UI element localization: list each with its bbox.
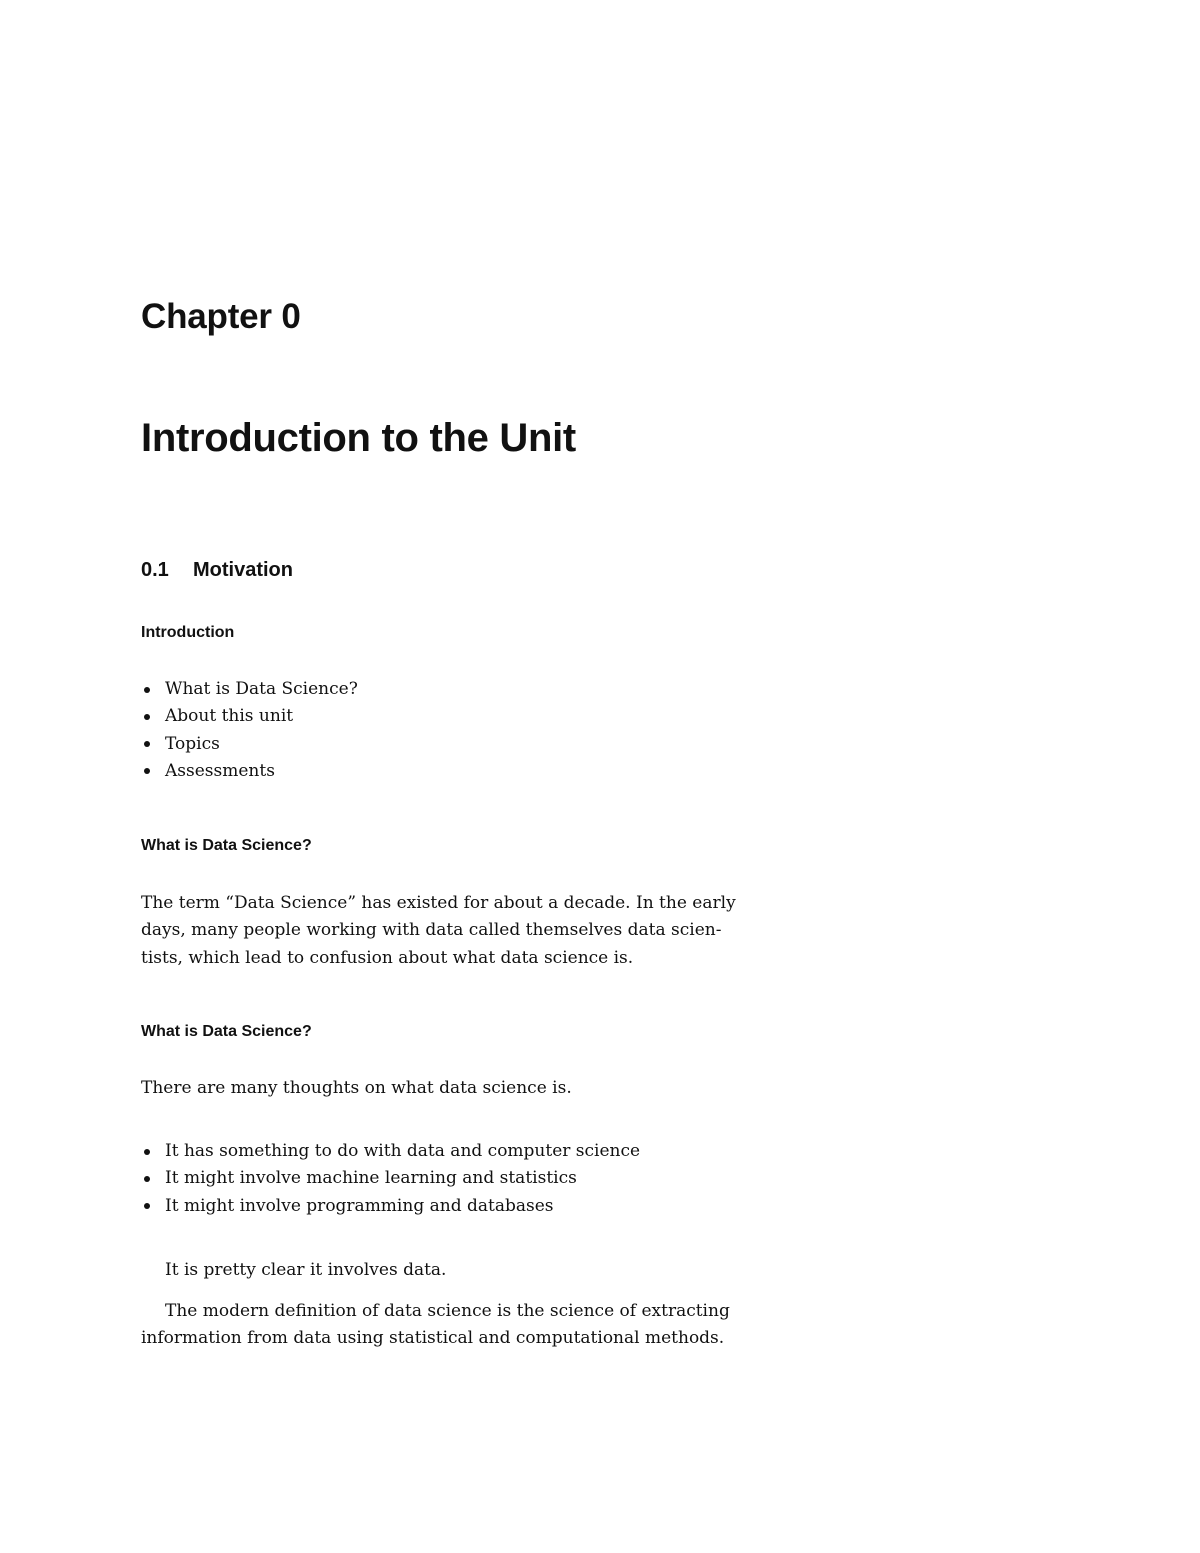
bullet-icon bbox=[144, 1203, 150, 1209]
list-item bbox=[141, 676, 358, 703]
section-title: Motivation bbox=[193, 559, 293, 581]
modern-definition-paragraph bbox=[141, 1298, 741, 1353]
list-item-text: It might involve machine learning and statistics bbox=[165, 1168, 577, 1189]
paragraph-line: The term “Data Science” has existed for about a decade. In the early bbox=[141, 893, 736, 913]
data-science-aspects-list bbox=[141, 1138, 640, 1220]
bullet-icon bbox=[144, 1176, 150, 1182]
list-item bbox=[141, 1165, 640, 1192]
list-item bbox=[141, 1138, 640, 1165]
bullet-icon bbox=[144, 687, 150, 693]
bullet-icon bbox=[144, 1149, 150, 1155]
list-item bbox=[141, 703, 358, 730]
paragraph-line: There are many thoughts on what data science is. bbox=[141, 1078, 572, 1098]
bullet-icon bbox=[144, 741, 150, 747]
paragraph-line: tists, which lead to confusion about what data science is. bbox=[141, 947, 634, 968]
list-item bbox=[141, 731, 358, 758]
list-item-text: Topics bbox=[165, 733, 220, 754]
list-item-text: It might involve programming and databases bbox=[165, 1195, 554, 1216]
paragraph-line: information from data using statistical and computational methods. bbox=[141, 1328, 725, 1349]
involves-data-paragraph bbox=[141, 1257, 741, 1284]
list-item bbox=[141, 758, 358, 785]
bullet-icon bbox=[144, 714, 150, 720]
section-heading bbox=[141, 559, 293, 582]
what-is-data-science-heading-2: What is Data Science? bbox=[141, 1023, 312, 1040]
list-item-text: About this unit bbox=[165, 706, 294, 727]
introduction-list bbox=[141, 676, 358, 785]
section-number: 0.1 bbox=[141, 559, 169, 581]
chapter-title: Introduction to the Unit bbox=[141, 416, 576, 460]
paragraph-line: It is pretty clear it involves data. bbox=[165, 1260, 447, 1280]
bullet-icon bbox=[144, 768, 150, 774]
list-item-text: It has something to do with data and computer science bbox=[165, 1141, 641, 1161]
list-item-text: What is Data Science? bbox=[165, 679, 358, 699]
many-thoughts-paragraph bbox=[141, 1075, 741, 1102]
list-item bbox=[141, 1193, 640, 1220]
what-is-data-science-heading: What is Data Science? bbox=[141, 837, 312, 854]
paragraph-line: The modern definition of data science is the science of extracting bbox=[165, 1301, 730, 1321]
introduction-heading: Introduction bbox=[141, 624, 235, 641]
list-item-text: Assessments bbox=[165, 760, 275, 781]
data-science-term-paragraph bbox=[141, 890, 741, 972]
chapter-label: Chapter 0 bbox=[141, 297, 301, 336]
paragraph-line: days, many people working with data called themselves data scien- bbox=[141, 920, 722, 941]
